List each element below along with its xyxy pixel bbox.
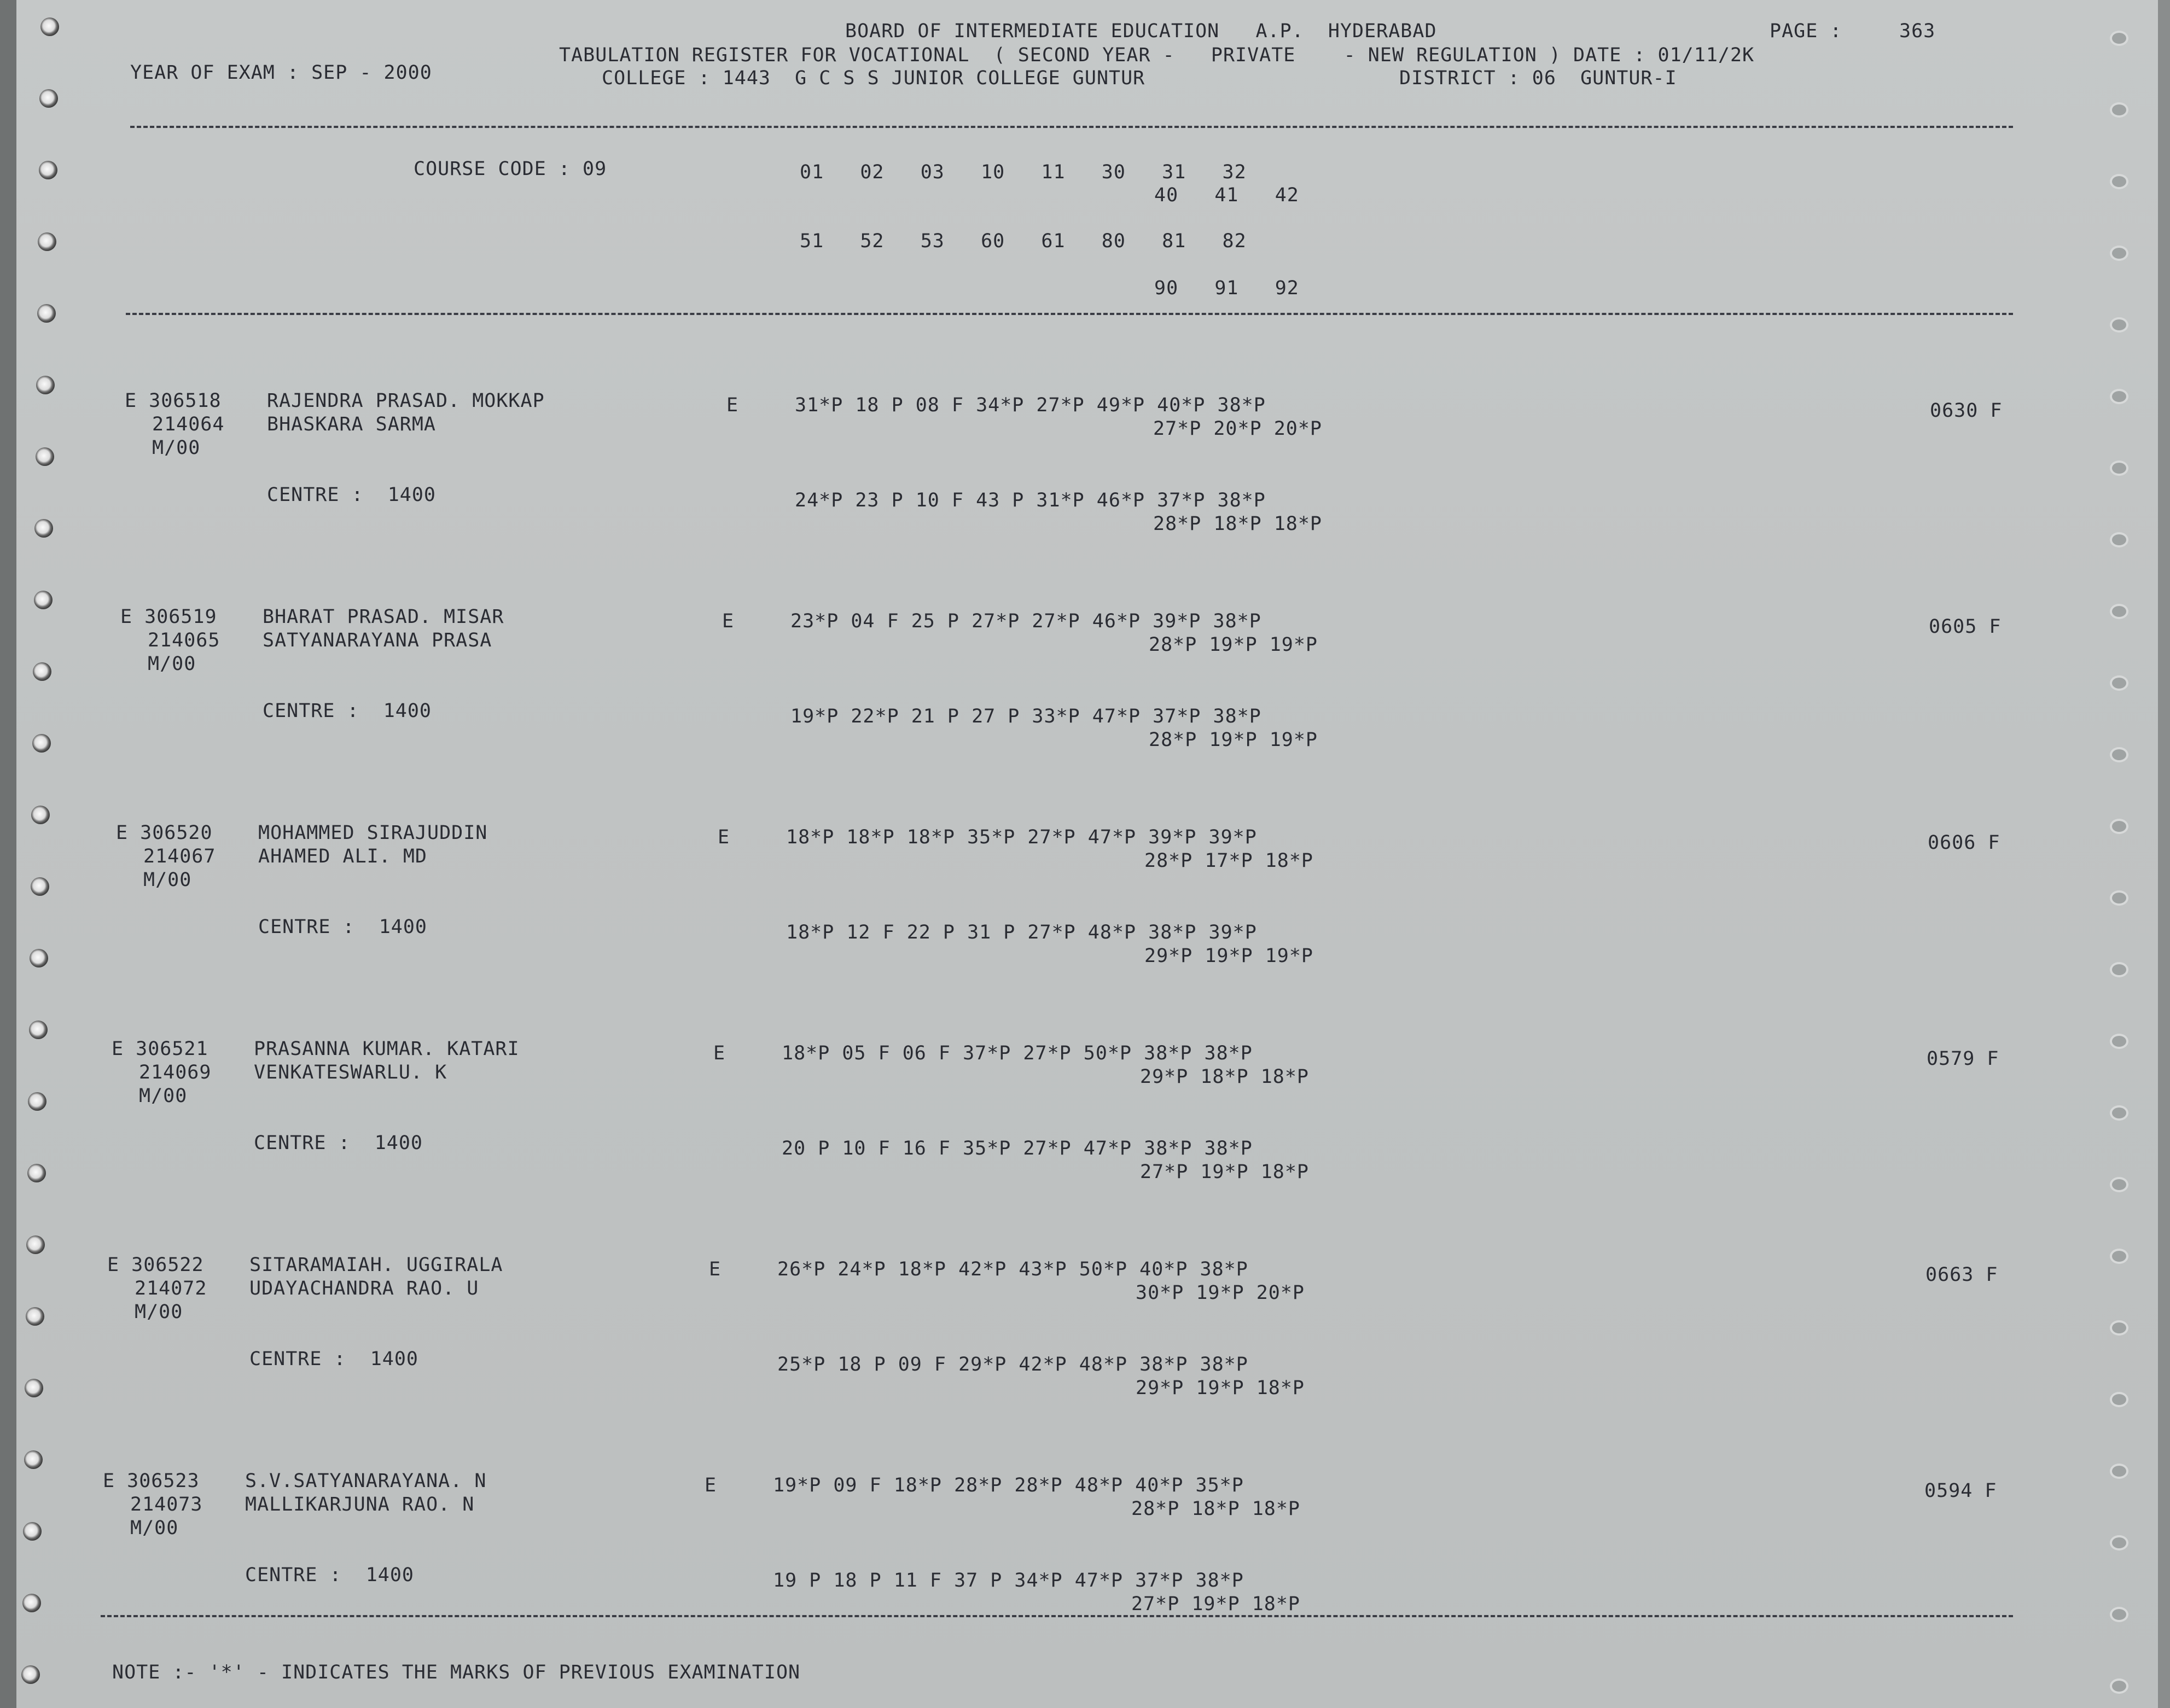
right-sprocket-hole	[2110, 102, 2128, 118]
marks-row4: 28*P 18*P 18*P	[1153, 513, 1323, 535]
student-code: M/00	[130, 1517, 179, 1539]
student-reg-number: E 306520	[116, 822, 213, 844]
right-sprocket-hole	[2110, 1034, 2128, 1049]
register-title: TABULATION REGISTER FOR VOCATIONAL ( SECOND YEAR - PRIVATE - NEW REGULATION ) DATE : 01/11/2K	[559, 44, 1755, 66]
medium-code: E	[705, 1474, 717, 1496]
right-sprocket-hole	[2110, 1105, 2128, 1121]
student-id: 214073	[130, 1494, 203, 1515]
total-result: 0579 F	[1927, 1048, 1999, 1070]
left-sprocket-hole	[26, 1235, 45, 1254]
marks-row2: 28*P 19*P 19*P	[1149, 634, 1318, 656]
left-sprocket-hole	[36, 447, 54, 466]
parent-name: MALLIKARJUNA RAO. N	[245, 1494, 475, 1515]
left-sprocket-hole	[36, 376, 55, 394]
centre-label: CENTRE : 1400	[245, 1564, 415, 1586]
student-id: 214072	[135, 1278, 207, 1299]
left-sprocket-hole	[40, 18, 59, 36]
district-line: DISTRICT : 06 GUNTUR-I	[1399, 67, 1677, 89]
course-codes-row2: 40 41 42	[1154, 184, 1299, 206]
page-label: PAGE :	[1770, 20, 1842, 42]
right-sprocket-hole	[2110, 389, 2128, 404]
marks-row4: 29*P 19*P 19*P	[1144, 945, 1314, 967]
left-sprocket-hole	[32, 734, 51, 753]
total-result: 0606 F	[1928, 832, 2000, 854]
course-codes-row4: 90 91 92	[1154, 277, 1299, 299]
marks-row2: 27*P 20*P 20*P	[1153, 418, 1323, 440]
marks-row2: 29*P 18*P 18*P	[1140, 1066, 1310, 1088]
left-sprocket-hole	[27, 1164, 46, 1182]
left-sprocket-hole	[26, 1307, 44, 1326]
left-sprocket-hole	[30, 949, 48, 967]
left-sprocket-hole	[22, 1594, 41, 1612]
right-sprocket-hole	[2110, 317, 2128, 333]
left-sprocket-hole	[25, 1379, 43, 1397]
student-reg-number: E 306521	[112, 1038, 208, 1060]
total-result: 0630 F	[1930, 400, 2003, 422]
marks-row2: 28*P 18*P 18*P	[1131, 1498, 1301, 1520]
right-sprocket-hole	[2110, 460, 2128, 476]
student-code: M/00	[139, 1085, 188, 1107]
student-code: M/00	[152, 437, 201, 459]
marks-row3: 19 P 18 P 11 F 37 P 34*P 47*P 37*P 38*P	[773, 1570, 1244, 1592]
right-sprocket-hole	[2110, 1177, 2128, 1192]
marks-row3: 20 P 10 F 16 F 35*P 27*P 47*P 38*P 38*P	[782, 1138, 1253, 1159]
page-number: 363	[1899, 20, 1936, 42]
medium-code: E	[718, 826, 730, 848]
marks-row1: 26*P 24*P 18*P 42*P 43*P 50*P 40*P 38*P	[777, 1258, 1248, 1280]
course-codes-row3: 51 52 53 60 61 80 81 82	[800, 230, 1247, 252]
left-sprocket-hole	[23, 1522, 42, 1541]
right-sprocket-hole	[2110, 1464, 2128, 1479]
student-code: M/00	[143, 869, 192, 891]
marks-row4: 29*P 19*P 18*P	[1136, 1377, 1305, 1399]
student-id: 214067	[143, 846, 216, 867]
course-code-label: COURSE CODE : 09	[414, 158, 607, 180]
college-line: COLLEGE : 1443 G C S S JUNIOR COLLEGE GUNTUR	[602, 67, 1145, 89]
student-code: M/00	[148, 653, 196, 675]
left-sprocket-hole	[38, 232, 56, 251]
student-name: SITARAMAIAH. UGGIRALA	[249, 1254, 503, 1276]
student-reg-number: E 306518	[125, 390, 222, 412]
total-result: 0594 F	[1924, 1480, 1997, 1502]
marks-row3: 25*P 18 P 09 F 29*P 42*P 48*P 38*P 38*P	[777, 1354, 1248, 1375]
marks-row1: 18*P 05 F 06 F 37*P 27*P 50*P 38*P 38*P	[782, 1042, 1253, 1064]
student-name: PRASANNA KUMAR. KATARI	[254, 1038, 520, 1060]
medium-code: E	[726, 394, 739, 416]
medium-code: E	[722, 610, 735, 632]
course-divider	[126, 313, 2013, 315]
left-sprocket-hole	[21, 1665, 40, 1684]
student-id: 214069	[139, 1062, 212, 1083]
left-sprocket-hole	[24, 1450, 43, 1469]
marks-row1: 23*P 04 F 25 P 27*P 27*P 46*P 39*P 38*P	[790, 610, 1261, 632]
right-sprocket-hole	[2110, 819, 2128, 834]
marks-row4: 28*P 19*P 19*P	[1149, 729, 1318, 751]
total-result: 0605 F	[1929, 616, 2002, 638]
marks-row3: 19*P 22*P 21 P 27 P 33*P 47*P 37*P 38*P	[790, 706, 1261, 727]
right-sprocket-hole	[2110, 890, 2128, 906]
student-reg-number: E 306522	[107, 1254, 204, 1276]
medium-code: E	[713, 1042, 726, 1064]
right-sprocket-hole	[2110, 1392, 2128, 1407]
marks-row2: 30*P 19*P 20*P	[1136, 1282, 1305, 1304]
centre-label: CENTRE : 1400	[249, 1348, 419, 1370]
medium-code: E	[709, 1258, 722, 1280]
right-sprocket-hole	[2110, 604, 2128, 619]
left-sprocket-hole	[33, 662, 51, 681]
student-id: 214064	[152, 413, 225, 435]
course-codes-row1: 01 02 03 10 11 30 31 32	[800, 161, 1247, 183]
left-sprocket-hole	[34, 591, 53, 609]
footer-divider	[101, 1615, 2013, 1617]
right-sprocket-hole	[2110, 1320, 2128, 1336]
left-tractor-strip	[0, 0, 16, 1708]
right-sprocket-hole	[2110, 246, 2128, 261]
marks-row1: 31*P 18 P 08 F 34*P 27*P 49*P 40*P 38*P	[795, 394, 1266, 416]
left-sprocket-hole	[31, 877, 49, 896]
left-sprocket-hole	[34, 519, 53, 538]
centre-label: CENTRE : 1400	[267, 484, 437, 506]
right-sprocket-hole	[2110, 174, 2128, 189]
centre-label: CENTRE : 1400	[263, 700, 432, 722]
parent-name: SATYANARAYANA PRASA	[263, 629, 492, 651]
left-sprocket-hole	[28, 1092, 46, 1111]
right-sprocket-hole	[2110, 1249, 2128, 1264]
left-sprocket-hole	[39, 161, 57, 179]
marks-row3: 24*P 23 P 10 F 43 P 31*P 46*P 37*P 38*P	[795, 489, 1266, 511]
right-sprocket-hole	[2110, 31, 2128, 46]
student-name: BHARAT PRASAD. MISAR	[263, 606, 504, 628]
marks-row1: 18*P 18*P 18*P 35*P 27*P 47*P 39*P 39*P	[786, 826, 1257, 848]
footnote: NOTE :- '*' - INDICATES THE MARKS OF PREVIOUS EXAMINATION	[112, 1662, 801, 1683]
student-code: M/00	[135, 1301, 183, 1323]
right-sprocket-hole	[2110, 532, 2128, 547]
left-sprocket-hole	[31, 806, 50, 824]
left-sprocket-hole	[37, 304, 56, 323]
student-id: 214065	[148, 629, 220, 651]
marks-row2: 28*P 17*P 18*P	[1144, 850, 1314, 872]
student-name: RAJENDRA PRASAD. MOKKAP	[267, 390, 545, 412]
centre-label: CENTRE : 1400	[258, 916, 428, 938]
right-sprocket-hole	[2110, 1535, 2128, 1550]
parent-name: UDAYACHANDRA RAO. U	[249, 1278, 479, 1299]
total-result: 0663 F	[1925, 1264, 1998, 1286]
right-sprocket-hole	[2110, 747, 2128, 762]
left-sprocket-hole	[39, 89, 58, 108]
right-sprocket-hole	[2110, 675, 2128, 691]
right-sprocket-hole	[2110, 962, 2128, 977]
right-sprocket-hole	[2110, 1607, 2128, 1622]
marks-row4: 27*P 19*P 18*P	[1131, 1593, 1301, 1615]
marks-row4: 27*P 19*P 18*P	[1140, 1161, 1310, 1183]
parent-name: AHAMED ALI. MD	[258, 846, 428, 867]
right-sprocket-hole	[2110, 1678, 2128, 1694]
year-of-exam: YEAR OF EXAM : SEP - 2000	[130, 62, 432, 84]
board-title: BOARD OF INTERMEDIATE EDUCATION A.P. HYDERABAD	[845, 20, 1437, 42]
centre-label: CENTRE : 1400	[254, 1132, 423, 1154]
student-name: S.V.SATYANARAYANA. N	[245, 1470, 487, 1492]
marks-row1: 19*P 09 F 18*P 28*P 28*P 48*P 40*P 35*P	[773, 1474, 1244, 1496]
right-tractor-strip	[2158, 0, 2170, 1708]
student-name: MOHAMMED SIRAJUDDIN	[258, 822, 488, 844]
left-sprocket-hole	[29, 1021, 48, 1039]
student-reg-number: E 306519	[120, 606, 217, 628]
student-reg-number: E 306523	[103, 1470, 200, 1492]
parent-name: VENKATESWARLU. K	[254, 1062, 447, 1083]
parent-name: BHASKARA SARMA	[267, 413, 437, 435]
header-divider	[130, 126, 2013, 128]
marks-row3: 18*P 12 F 22 P 31 P 27*P 48*P 38*P 39*P	[786, 922, 1257, 943]
